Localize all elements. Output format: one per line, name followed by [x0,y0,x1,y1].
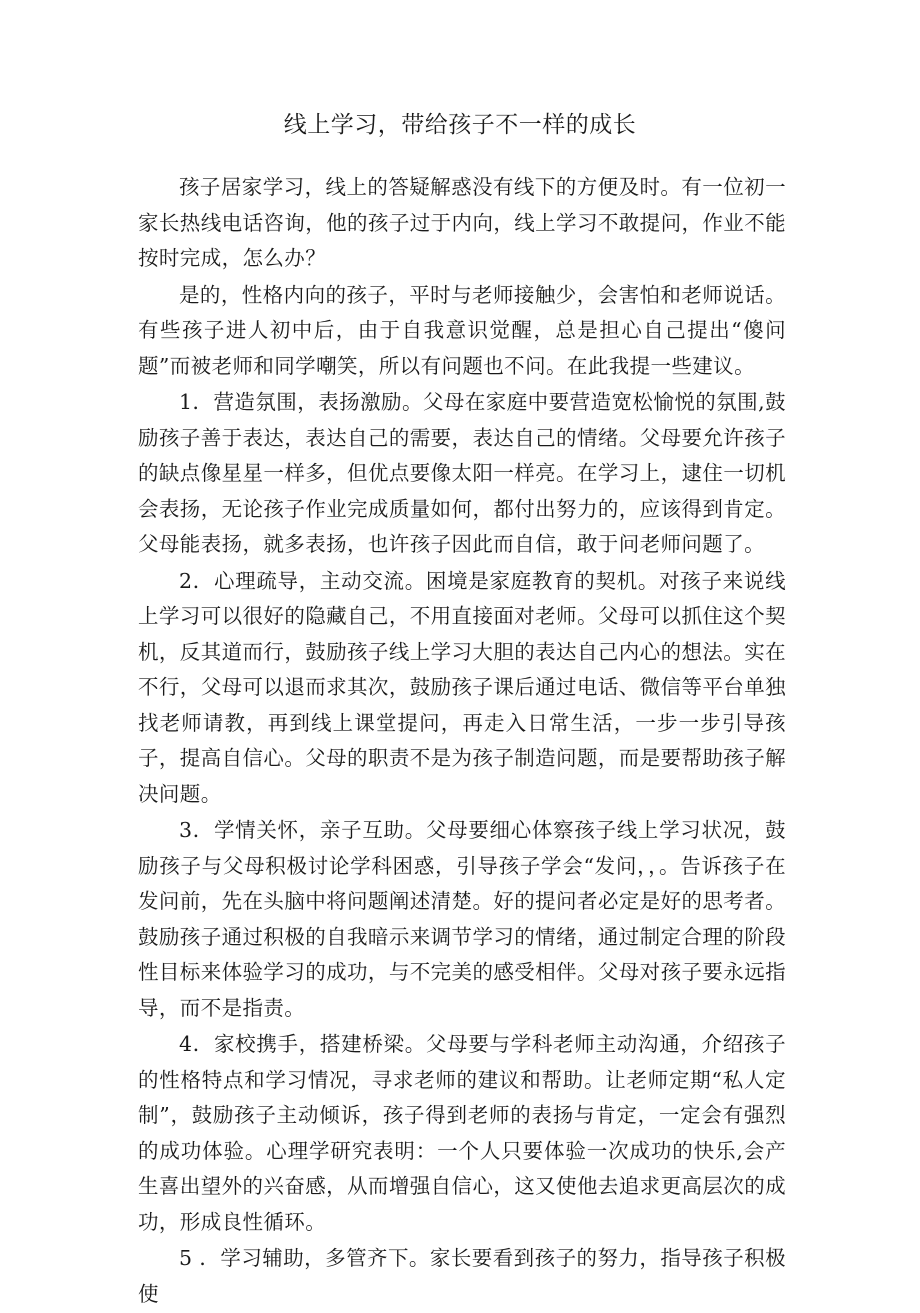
document-body [138,170,786,1313]
paragraph-intro: 孩子居家学习，线上的答疑解惑没有线下的方便及时。有一位初一家长热线电话咨询，他的孩子过于内向，线上学习不敢提问，作业不能按时完成，怎么办？ [138,175,786,270]
paragraph-suggestion-4: 4．家校携手，搭建桥梁。父母要与学科老师主动沟通，介绍孩子的性格特点和学习情况，寻求老师的建议和帮助。让老师定期“私人定制”，鼓励孩子主动倾诉，孩子得到老师的表扬与肯定，一定会有强烈的成功体验。心理学研究表明：一个人只要体验一次成功的快乐,会产生喜出望外的兴奋感，从而增强自信心，这又使他去追求更高层次的成功，形成良性循环。 [138,1032,786,1234]
document-title: 线上学习，带给孩子不一样的成长 [283,112,637,138]
paragraph-suggestion-5: 5 ．学习辅助，多管齐下。家长要看到孩子的努力，指导孩子积极使 [138,1246,786,1306]
paragraph-suggestion-2: 2．心理疏导，主动交流。困境是家庭教育的契机。对孩子来说线上学习可以很好的隐藏自己，不用直接面对老师。父母可以抓住这个契机，反其道而行，鼓励孩子线上学习大胆的表达自己内心的想法。实在不行，父母可以退而求其次，鼓励孩子课后通过电话、微信等平台单独找老师请教，再到线上课堂提问，再走入日常生活，一步一步引导孩子，提高自信心。父母的职责不是为孩子制造问题，而是要帮助孩子解决问题。 [138,568,786,806]
paragraph-suggestion-3: 3．学情关怀，亲子互助。父母要细心体察孩子线上学习状况，鼓励孩子与父母积极讨论学科困惑，引导孩子学会“发问，，。告诉孩子在发问前，先在头脑中将问题阐述清楚。好的提问者必定是好的思考者。鼓励孩子通过积极的自我暗示来调节学习的情绪，通过制定合理的阶段性目标来体验学习的成功，与不完美的感受相伴。父母对孩子要永远指导，而不是指责。 [138,818,786,1020]
paragraph-response: 是的，性格内向的孩子，平时与老师接触少，会害怕和老师说话。有些孩子进人初中后，由于自我意识觉醒，总是担心自己提出“傻问题”而被老师和同学嘲笑，所以有问题也不问。在此我提一些建议。 [138,282,786,378]
paragraph-suggestion-1: 1．营造氛围，表扬激励。父母在家庭中要营造宽松愉悦的氛围,鼓励孩子善于表达，表达自己的需要，表达自己的情绪。父母要允许孩子的缺点像星星一样多，但优点要像太阳一样亮。在学习上，逮住一切机会表扬，无论孩子作业完成质量如何，都付出努力的，应该得到肯定。父母能表扬，就多表扬，也许孩子因此而自信，敢于问老师问题了。 [138,390,786,556]
